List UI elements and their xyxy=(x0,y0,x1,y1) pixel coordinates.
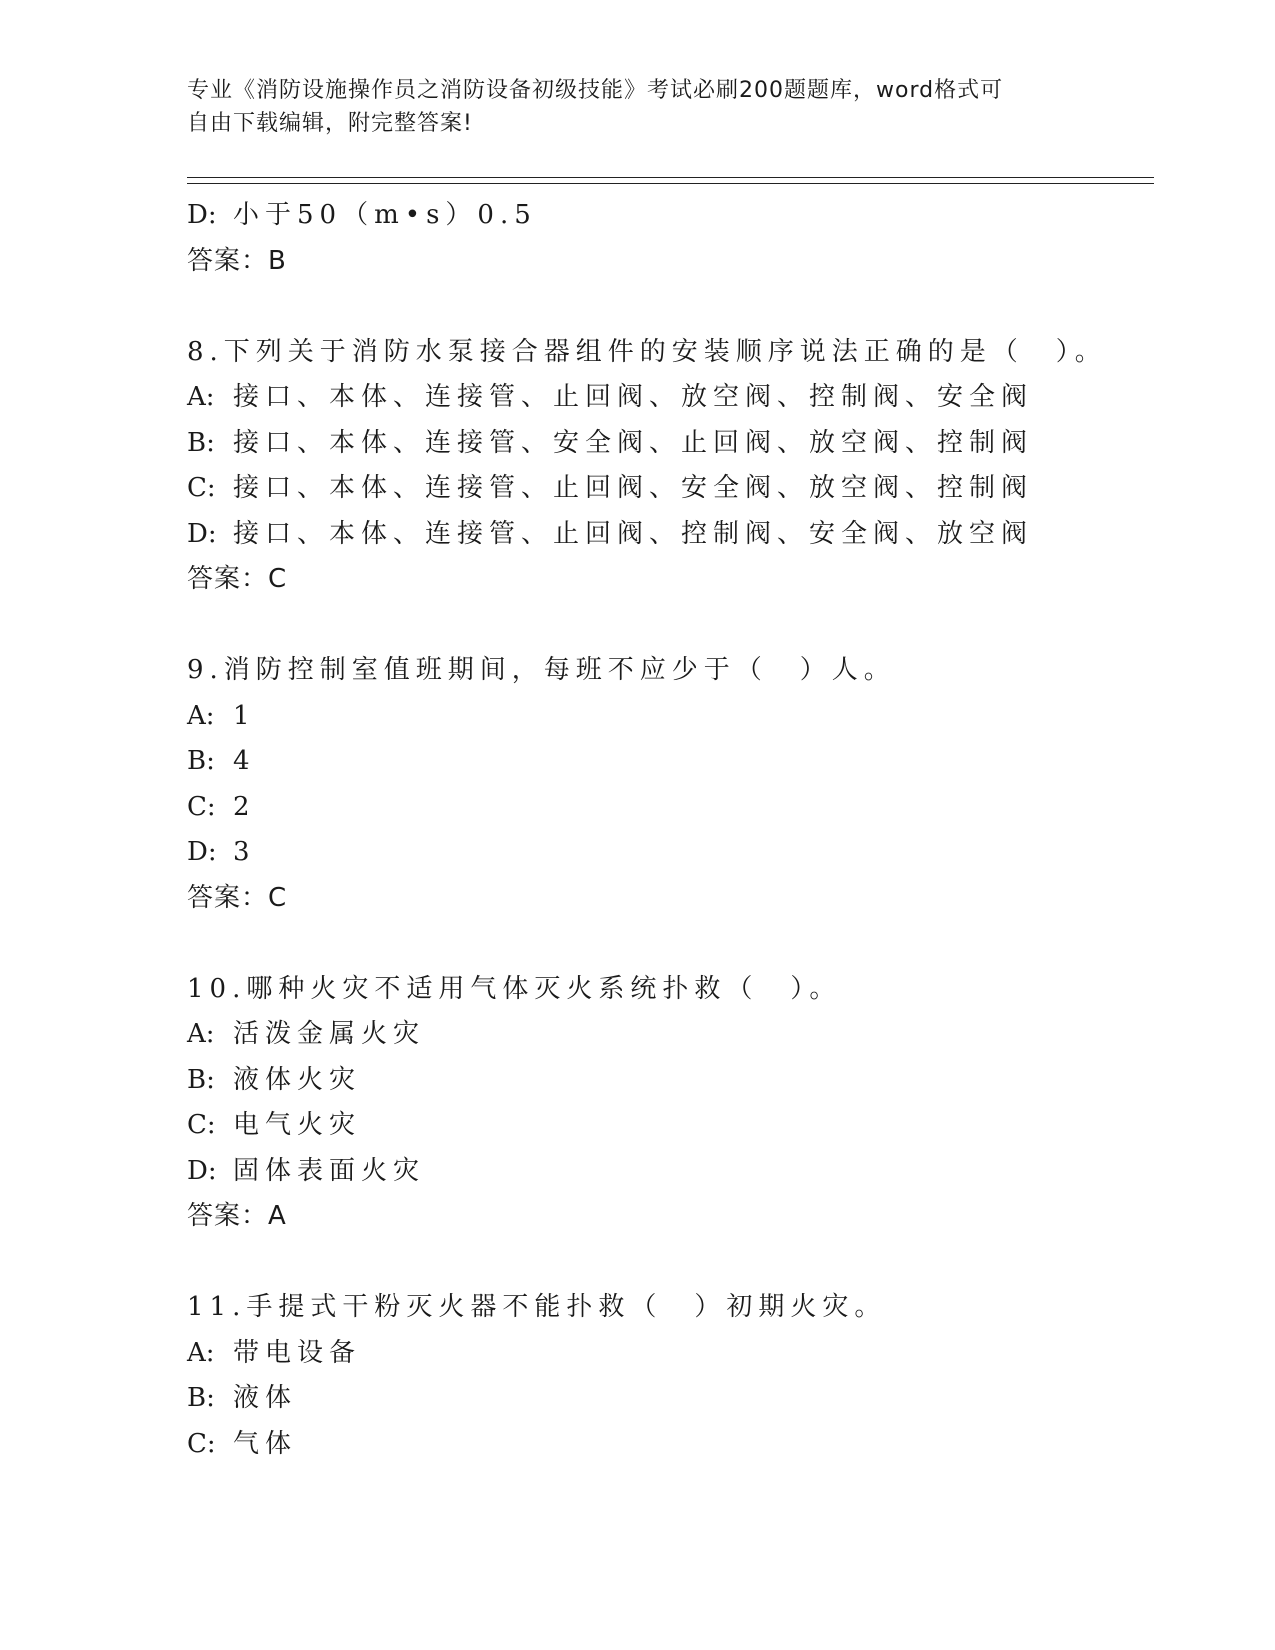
question-stem: 11.手提式干粉灭火器不能扑救（ ）初期火灾。 xyxy=(187,1292,887,1322)
option-label: A: xyxy=(187,700,215,731)
option-c xyxy=(187,785,1147,831)
option-d xyxy=(187,1149,1147,1195)
option-label: C: xyxy=(187,791,216,822)
option-label: A: xyxy=(187,1337,215,1368)
option-b xyxy=(187,1058,1147,1104)
option-text: 液体火灾 xyxy=(233,1064,362,1095)
option-text: 3 xyxy=(233,837,256,867)
option-label: D: xyxy=(187,1155,217,1186)
question-stem: 9.消防控制室值班期间，每班不应少于（ ）人。 xyxy=(187,655,896,685)
option-text: 固体表面火灾 xyxy=(233,1155,426,1186)
option-c xyxy=(187,1103,1147,1149)
option-text: 液体 xyxy=(233,1383,298,1413)
option-label: C: xyxy=(187,1110,216,1140)
option-text: 4 xyxy=(233,746,256,776)
header-divider-top xyxy=(187,177,1154,178)
option-text: 接口、本体、连接管、止回阀、放空阀、控制阀、安全阀 xyxy=(233,382,1034,412)
option-label: B: xyxy=(187,427,215,458)
option-label: B: xyxy=(187,1383,215,1413)
option-label: C: xyxy=(187,473,216,503)
spacer xyxy=(187,1240,1147,1286)
question-stem: 8.下列关于消防水泵接合器组件的安装顺序说法正确的是（ ）。 xyxy=(187,336,1107,367)
answer-line: 答案：C xyxy=(187,564,288,594)
question-list xyxy=(187,193,1147,1467)
option-a xyxy=(187,694,1147,740)
spacer xyxy=(187,603,1147,649)
spacer xyxy=(187,284,1147,330)
option-a xyxy=(187,1012,1147,1058)
option-label: A: xyxy=(187,382,215,412)
option-d xyxy=(187,830,1147,876)
option-label: C: xyxy=(187,1428,216,1459)
option-text: 电气火灾 xyxy=(233,1110,362,1140)
option-b xyxy=(187,1376,1147,1422)
option-b xyxy=(187,739,1147,785)
option-text: 接口、本体、连接管、安全阀、止回阀、放空阀、控制阀 xyxy=(233,427,1034,458)
option-text: 带电设备 xyxy=(233,1337,362,1368)
option-label: B: xyxy=(187,1064,215,1095)
option-a xyxy=(187,375,1147,421)
option-text: 小于50（m•s）0.5 xyxy=(233,200,537,230)
option-text: 接口、本体、连接管、止回阀、安全阀、放空阀、控制阀 xyxy=(233,473,1034,503)
option-text: 气体 xyxy=(233,1428,298,1459)
answer-line: 答案：B xyxy=(187,245,287,276)
option-label: D: xyxy=(187,518,217,549)
document-header xyxy=(187,74,1087,140)
option-label: A: xyxy=(187,1019,215,1049)
option-label: B: xyxy=(187,746,215,776)
option-text: 接口、本体、连接管、止回阀、控制阀、安全阀、放空阀 xyxy=(233,518,1034,549)
option-label: D: xyxy=(187,200,217,230)
header-divider-bottom xyxy=(187,183,1154,184)
option-text: 1 xyxy=(233,700,256,731)
option-text: 2 xyxy=(233,791,256,822)
option-c xyxy=(187,1422,1147,1468)
option-a xyxy=(187,1331,1147,1377)
header-line-2: 自由下载编辑，附完整答案! xyxy=(187,111,473,136)
header-line-1: 专业《消防设施操作员之消防设备初级技能》考试必刷200题题库，word格式可 xyxy=(187,78,1004,103)
question-stem: 10.哪种火灾不适用气体灭火系统扑救（ ）。 xyxy=(187,973,842,1004)
spacer xyxy=(187,921,1147,967)
answer-line: 答案：C xyxy=(187,882,288,913)
option-d xyxy=(187,512,1147,558)
option-c xyxy=(187,466,1147,512)
option-label: D: xyxy=(187,837,217,867)
option-d xyxy=(187,193,1147,239)
option-b xyxy=(187,421,1147,467)
option-text: 活泼金属火灾 xyxy=(233,1019,426,1049)
answer-line: 答案：A xyxy=(187,1201,287,1231)
